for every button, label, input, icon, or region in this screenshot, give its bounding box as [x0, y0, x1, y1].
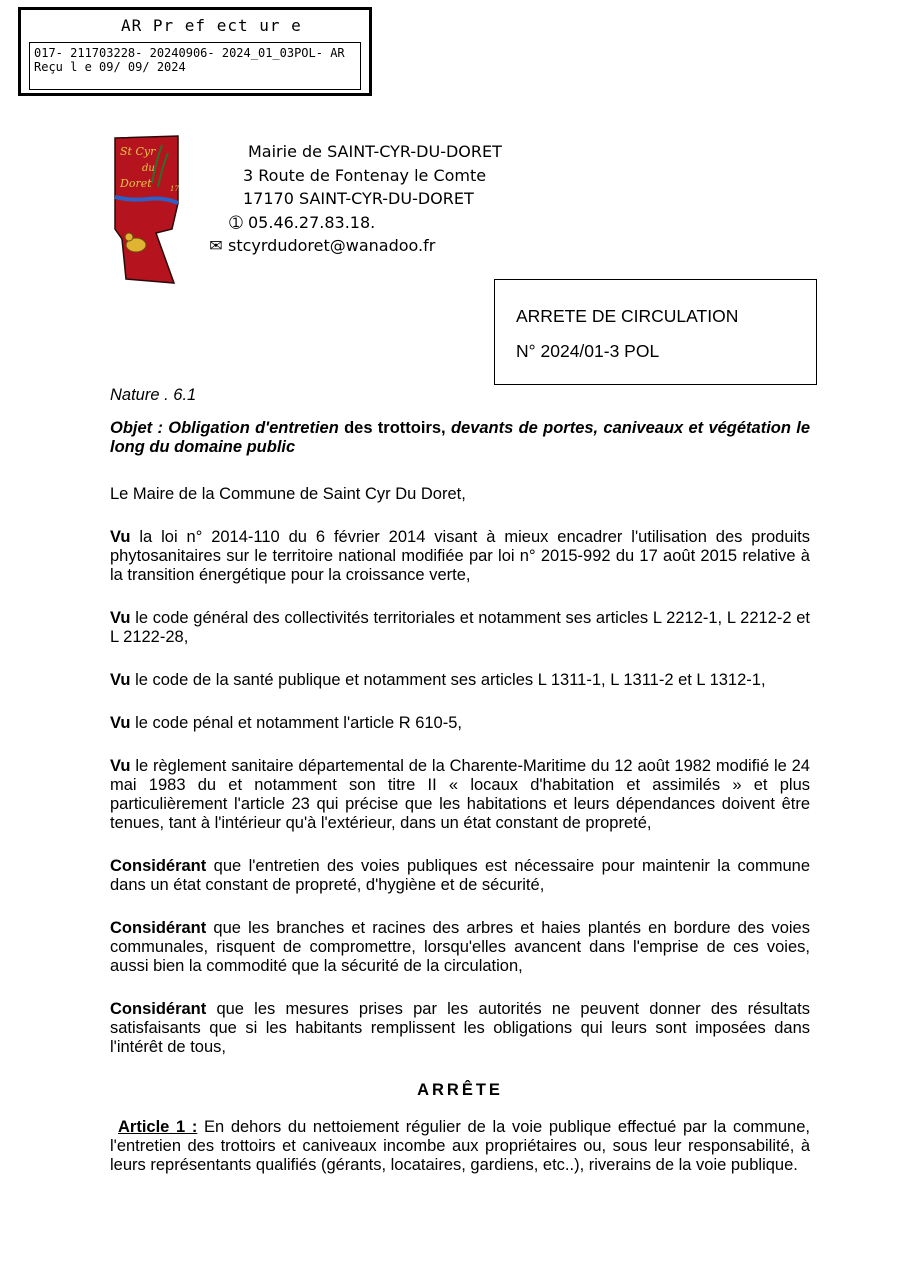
- logo-text: du: [142, 163, 155, 174]
- vu-label: Vu: [110, 714, 131, 732]
- vu-paragraph: [110, 671, 810, 690]
- arrete-heading: ARRÊTE: [417, 1081, 503, 1099]
- stamp-reference: 017- 211703228- 20240906- 2024_01_03POL- AR: [34, 46, 345, 60]
- ar-prefecture-stamp: [18, 7, 372, 96]
- considerant-label: Considérant: [110, 919, 207, 937]
- arrete-box-number: N° 2024/01-3 POL: [516, 341, 660, 361]
- objet-label: Objet :: [110, 419, 163, 437]
- arrete-box-title: ARRETE DE CIRCULATION: [516, 306, 739, 326]
- vu-paragraph: [110, 757, 810, 833]
- envelope-icon: ✉: [209, 236, 223, 255]
- article-1: [110, 1118, 810, 1175]
- article-1-label: Article 1 :: [118, 1118, 198, 1136]
- mairie-city: 17170 SAINT-CYR-DU-DORET: [243, 189, 474, 208]
- vu-text: le règlement sanitaire départemental de la Charente-Maritime du 12 août 1982 modifié le 24 mai 1983 du et notamment son titre II « locaux d'habitation et assimilés » et plus particulièrement l'article 23 qui précise que les habitations et leurs dépendances doivent être tenues, tant à l'intérieur qu'à l'extérieur, dans un état constant de propreté,: [110, 757, 810, 832]
- intro-line: Le Maire de la Commune de Saint Cyr Du Doret,: [110, 485, 466, 503]
- vu-label: Vu: [110, 609, 131, 627]
- considerant-text: que les mesures prises par les autorités ne peuvent donner des résultats satisfaisants que si les habitants remplissent les obligations qui leurs sont imposées dans l'intérêt de tous,: [110, 1000, 810, 1056]
- considerant-label: Considérant: [110, 1000, 207, 1018]
- vu-text: le code de la santé publique et notamment ses articles L 1311-1, L 1311-2 et L 1312-1,: [135, 671, 766, 689]
- objet-part: Obligation d'entretien: [168, 419, 339, 437]
- vu-paragraph: [110, 714, 810, 733]
- considerant-paragraph: [110, 919, 810, 976]
- arrete-reference-box: [494, 279, 817, 385]
- logo-text: 17: [170, 185, 179, 193]
- objet-part: devants de portes, caniveaux et végétation le long du domaine public: [110, 419, 811, 456]
- vu-paragraph: [110, 609, 810, 647]
- mairie-phone-line: [208, 211, 502, 235]
- vu-label: Vu: [110, 528, 131, 546]
- stamp-received-date: Reçu l e 09/ 09/ 2024: [34, 60, 186, 74]
- considerant-paragraph: [110, 857, 810, 895]
- objet-line: [110, 419, 810, 457]
- vu-text: le code pénal et notamment l'article R 610-5,: [135, 714, 462, 732]
- vu-label: Vu: [110, 671, 131, 689]
- vu-text: le code général des collectivités territoriales et notamment ses articles L 2212-1, L 2212-2 et L 2122-28,: [110, 609, 810, 646]
- phone-icon: ➀: [229, 212, 243, 232]
- mairie-email[interactable]: stcyrdudoret@wanadoo.fr: [228, 236, 436, 255]
- vu-text: la loi n° 2014-110 du 6 février 2014 visant à mieux encadrer l'utilisation des produits phytosanitaires sur le territoire national modifiée par loi n° 2015-992 du 17 août 2015 relative à la transition énergétique pour la croissance verte,: [110, 528, 810, 584]
- considerant-paragraph: [110, 1000, 810, 1057]
- mairie-name: Mairie de SAINT-CYR-DU-DORET: [248, 142, 502, 161]
- vu-paragraph: [110, 528, 810, 585]
- logo-text: Doret: [120, 177, 152, 190]
- document-body: [110, 386, 810, 1175]
- considerant-text: que les branches et racines des arbres et haies plantés en bordure des voies communales, risquent de compromettre, lorsqu'elles avancent dans l'emprise de ces voies, aussi bien la commodité que la sécurité de la circulation,: [110, 919, 810, 975]
- mairie-phone: 05.46.27.83.18.: [248, 212, 376, 232]
- nature-line: Nature . 6.1: [110, 386, 197, 404]
- vu-label: Vu: [110, 757, 131, 775]
- article-1-text: En dehors du nettoiement régulier de la voie publique effectué par la commune, l'entretien des trottoirs et caniveaux incombe aux propriétaires ou, sous leur responsabilité, à leurs représentants qualifiés (gérants, locataires, gardiens, etc..), riverains de la voie publique.: [110, 1118, 810, 1174]
- logo-text: St Cyr: [120, 145, 156, 158]
- considerant-label: Considérant: [110, 857, 207, 875]
- mairie-email-line: [208, 234, 502, 258]
- mairie-address-block: [208, 140, 502, 258]
- considerant-text: que l'entretien des voies publiques est nécessaire pour maintenir la commune dans un état constant de propreté, d'hygiène et de sécurité,: [110, 857, 810, 894]
- objet-part: des trottoirs,: [344, 419, 446, 437]
- stamp-details: [29, 42, 361, 90]
- mairie-address: 3 Route de Fontenay le Comte: [243, 165, 487, 185]
- stamp-title: AR Pr ef ect ur e: [121, 16, 302, 35]
- commune-logo: [112, 133, 184, 285]
